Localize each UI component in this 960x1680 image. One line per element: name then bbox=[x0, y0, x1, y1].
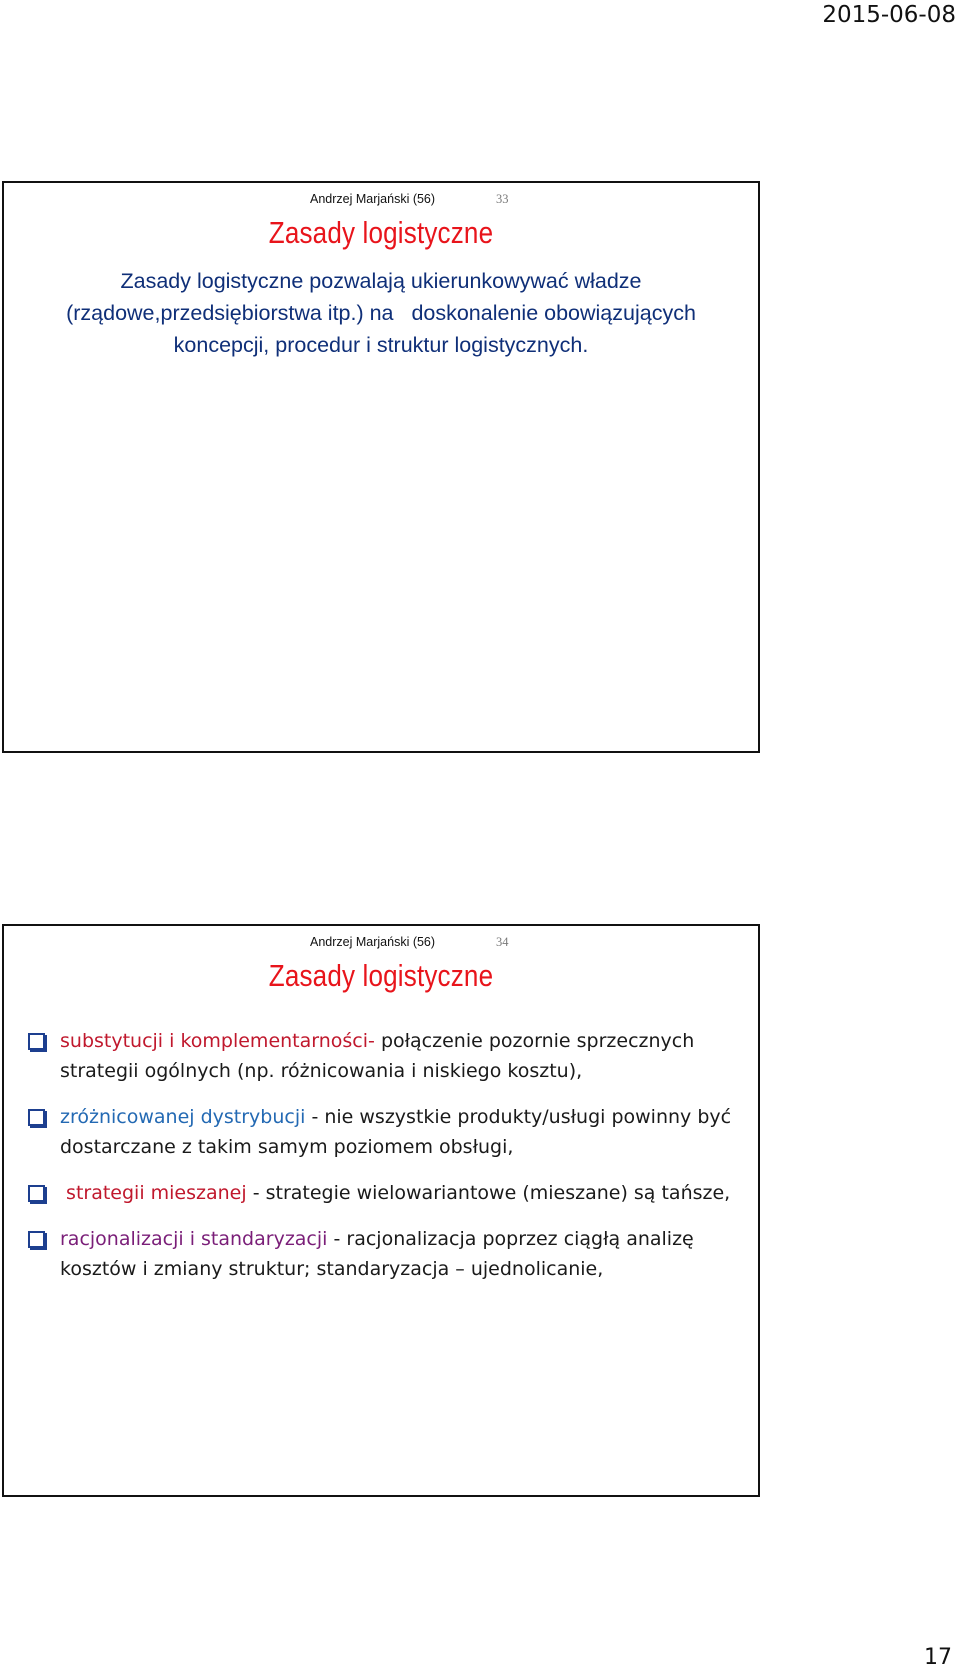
bullet-keyword: substytucji i komplementarności- bbox=[60, 1030, 375, 1052]
checkbox-icon bbox=[28, 1033, 45, 1050]
body-line: Zasady logistyczne pozwalają ukierunkowywać władze bbox=[120, 269, 642, 293]
page-number: 17 bbox=[924, 1645, 952, 1670]
bullet-text: - racjonalizacja poprzez ciągłą analizę kosztów i zmiany struktur; standaryzacja – ujednolicanie, bbox=[60, 1228, 694, 1280]
bullet-keyword: strategii mieszanej bbox=[60, 1182, 247, 1204]
checkbox-icon bbox=[28, 1231, 45, 1248]
slide-title: Zasady logistyczne bbox=[268, 958, 494, 993]
bullet-item bbox=[26, 1026, 751, 1086]
bullet-text: - nie wszystkie produkty/usługi powinny być dostarczane z takim samym poziomem obsługi, bbox=[60, 1106, 732, 1158]
bullet-list bbox=[26, 1026, 751, 1300]
slide-34 bbox=[2, 924, 760, 1497]
slide-number: 33 bbox=[496, 192, 509, 206]
bullet-keyword: racjonalizacji i standaryzacji bbox=[60, 1228, 328, 1250]
bullet-item bbox=[26, 1224, 751, 1284]
slide-title: Zasady logistyczne bbox=[268, 215, 494, 250]
slide-number: 34 bbox=[496, 935, 509, 949]
page-date: 2015-06-08 bbox=[822, 2, 956, 28]
checkbox-icon bbox=[28, 1109, 45, 1126]
body-line: koncepcji, procedur i struktur logistycznych. bbox=[173, 333, 589, 357]
slide-author: Andrzej Marjański (56) bbox=[310, 192, 436, 206]
slide-body bbox=[4, 265, 758, 361]
bullet-item bbox=[26, 1102, 751, 1162]
slide-author: Andrzej Marjański (56) bbox=[310, 935, 436, 949]
body-line: (rządowe,przedsiębiorstwa itp.) na doskonalenie obowiązujących bbox=[66, 301, 696, 325]
checkbox-icon bbox=[28, 1185, 45, 1202]
bullet-keyword: zróżnicowanej dystrybucji bbox=[60, 1106, 306, 1128]
bullet-item bbox=[26, 1178, 751, 1208]
bullet-text: połączenie pozornie sprzecznych strategii ogólnych (np. różnicowania i niskiego kosztu), bbox=[60, 1030, 695, 1082]
slide-33 bbox=[2, 181, 760, 753]
bullet-text: - strategie wielowariantowe (mieszane) są tańsze, bbox=[246, 1182, 731, 1204]
